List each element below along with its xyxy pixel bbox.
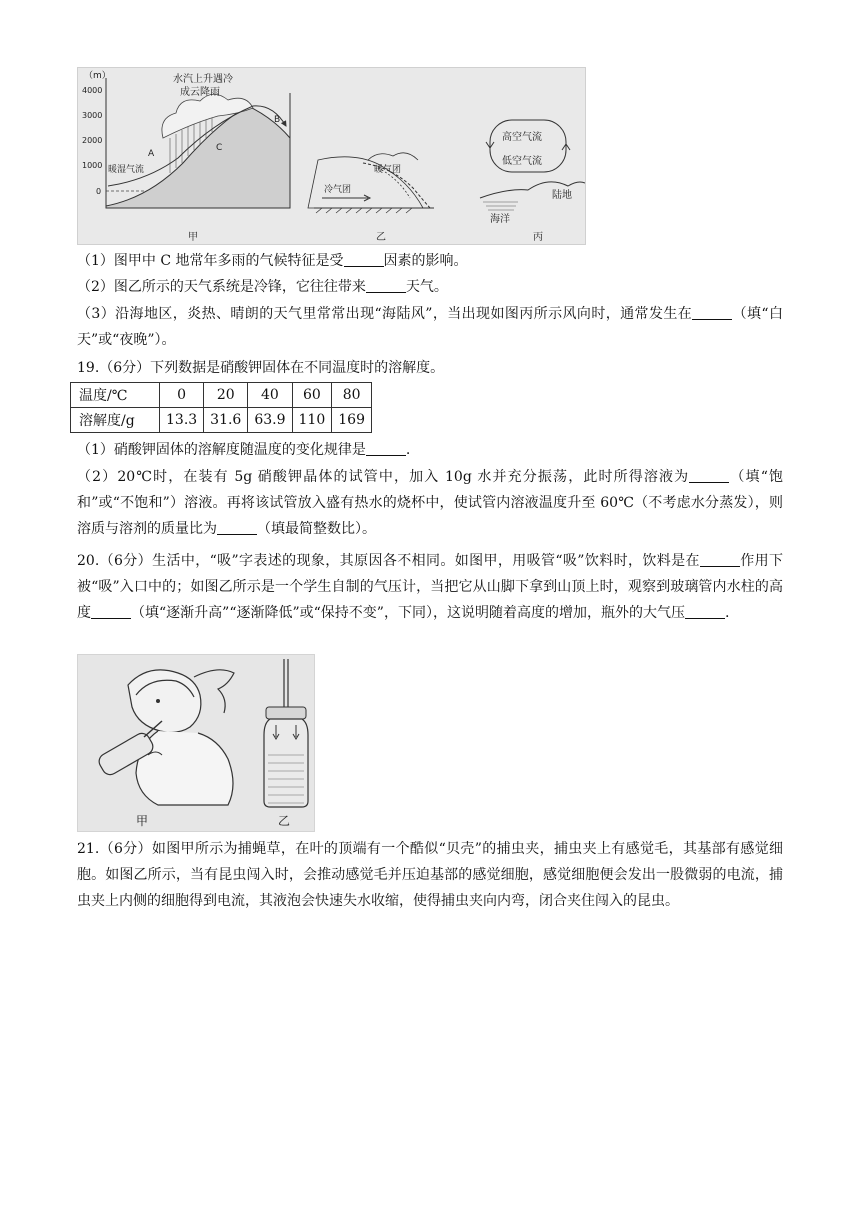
q18-p2-text-b: 天气。 (405, 279, 448, 295)
q19-p2-text-c: （填最简整数比）。 (257, 521, 376, 537)
caption-top-1: 水汽上升遇冷 (173, 74, 233, 85)
answer-blank (217, 519, 257, 535)
table-cell: 110 (292, 408, 332, 433)
label-ocean: 海洋 (490, 214, 510, 225)
table-cell: 80 (332, 383, 372, 408)
table-cell: 63.9 (248, 408, 292, 433)
caption-yi: 乙 (278, 814, 291, 828)
solubility-table (70, 382, 372, 433)
q19-p1-text-b: . (405, 442, 411, 458)
y-tick-1000: 1000 (82, 161, 103, 170)
table-header-temperature: 温度/℃ (71, 383, 160, 408)
answer-blank (700, 551, 740, 567)
q20-text-a: 20.（6分）生活中，“吸”字表述的现象，其原因各不相同。如图甲，用吸管“吸”饮料时，饮料是在 (77, 553, 700, 569)
climate-diagram-svg (78, 68, 585, 244)
label-lower-flow: 低空气流 (502, 156, 542, 167)
answer-blank (685, 603, 725, 619)
q20-text (77, 548, 783, 626)
q18-p2-text-a: （2）图乙所示的天气系统是冷锋，它往往带来 (77, 279, 366, 295)
straw-barometer-svg (78, 655, 314, 831)
figure-straw-barometer (77, 654, 315, 832)
y-tick-4000: 4000 (82, 86, 103, 95)
q18-part2 (77, 274, 783, 300)
table-cell: 169 (332, 408, 372, 433)
q20-text-d: . (724, 605, 730, 621)
label-b: B (274, 115, 281, 125)
table-cell: 40 (248, 383, 292, 408)
answer-blank (689, 467, 729, 483)
q20-text-c: （填“逐渐升高”“逐渐降低”或“保持不变”，下同），这说明随着高度的增加，瓶外的大气压 (131, 605, 685, 621)
table-cell: 13.3 (160, 408, 204, 433)
y-tick-3000: 3000 (82, 111, 103, 120)
answer-blank (692, 304, 732, 320)
q19-p1-text-a: （1）硝酸钾固体的溶解度随温度的变化规律是 (77, 442, 366, 458)
q19-p2-text-a: （2）20℃时，在装有 5g 硝酸钾晶体的试管中，加入 10g 水并充分振荡，此时所得溶液为 (77, 469, 690, 485)
label-warm-flow: 暖湿气流 (108, 165, 145, 175)
q18-part3 (77, 301, 783, 353)
label-upper-flow: 高空气流 (502, 132, 542, 143)
answer-blank (366, 277, 406, 293)
q18-p1-text-a: （1）图甲中 C 地常年多雨的气候特征是受 (77, 253, 344, 269)
caption-bing: 丙 (533, 232, 543, 243)
table-row (71, 383, 372, 408)
q18-p1-text-b: 因素的影响。 (383, 253, 468, 269)
caption-top-2: 成云降雨 (180, 87, 220, 98)
q19-part2 (77, 464, 783, 542)
caption-yi: 乙 (376, 232, 386, 243)
caption-jia: 甲 (188, 232, 198, 243)
y-tick-0: 0 (96, 187, 102, 196)
label-a: A (148, 149, 155, 159)
q18-p3-text-b: （填“白天”或“夜晚”）。 (77, 306, 783, 348)
figure-climate-diagrams (77, 67, 586, 245)
answer-blank (366, 440, 406, 456)
q19-part1 (77, 437, 783, 463)
label-warm-mass: 暖气团 (374, 165, 402, 175)
label-c: C (216, 143, 223, 153)
y-tick-2000: 2000 (82, 136, 103, 145)
q18-p3-text-a: （3）沿海地区，炎热、晴朗的天气里常常出现“海陆风”，当出现如图丙所示风向时，通常发生在 (77, 306, 693, 322)
unit-label: （m） (84, 71, 111, 81)
answer-blank (344, 251, 384, 267)
q19-stem: 19.（6分）下列数据是硝酸钾固体在不同温度时的溶解度。 (77, 360, 445, 376)
q20-text-b: 作用下被“吸”入口中的；如图乙所示是一个学生自制的气压计，当把它从山脚下拿到山顶上时，观察到玻璃管内水柱的高度 (77, 553, 783, 621)
caption-jia: 甲 (136, 814, 149, 828)
label-land: 陆地 (552, 190, 572, 201)
q21-text: 21.（6分）如图甲所示为捕蝇草，在叶的顶端有一个酷似“贝壳”的捕虫夹，捕虫夹上有感觉毛，其基部有感觉细胞。如图乙所示，当有昆虫闯入时，会推动感觉毛并压迫基部的感觉细胞，感觉细胞便会发出一股微弱的电流，捕虫夹上内侧的细胞得到电流，其液泡会快速失水收缩，使得捕虫夹向内弯，闭合夹住闯入的昆虫。 (77, 841, 783, 909)
answer-blank (91, 603, 131, 619)
table-cell: 0 (160, 383, 204, 408)
q19-p2-text-b: （填“饱和”或“不饱和”）溶液。再将该试管放入盛有热水的烧杯中，使试管内溶液温度升至 60℃（不考虑水分蒸发），则溶质与溶剂的质量比为 (77, 469, 783, 537)
table-cell: 60 (292, 383, 332, 408)
label-cold-mass: 冷气团 (324, 185, 352, 195)
table-cell: 31.6 (204, 408, 248, 433)
q18-part1 (77, 248, 783, 274)
table-cell: 20 (204, 383, 248, 408)
table-row (71, 408, 372, 433)
table-header-solubility: 溶解度/g (71, 408, 160, 433)
